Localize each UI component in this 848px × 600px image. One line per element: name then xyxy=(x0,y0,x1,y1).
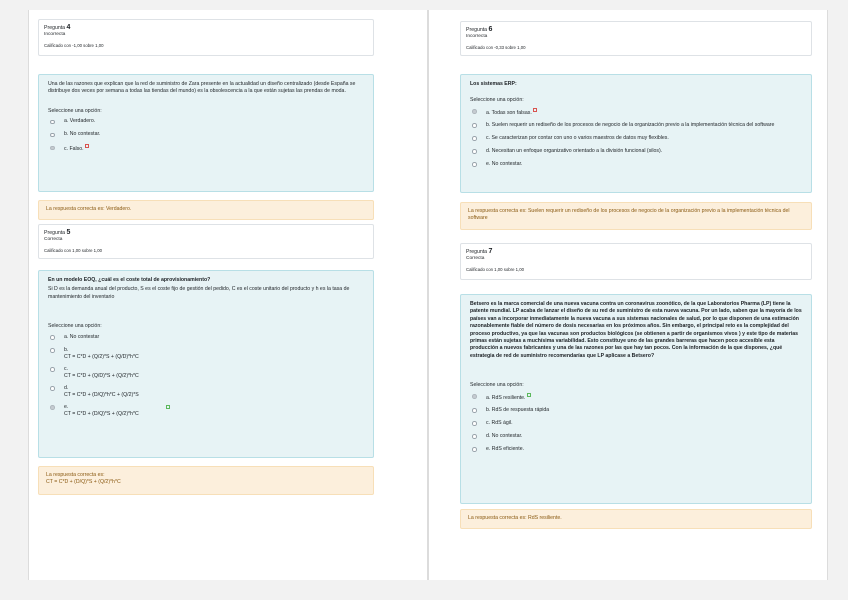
option-label: d. xyxy=(64,384,69,391)
question-4-content xyxy=(38,74,374,192)
question-label: Pregunta xyxy=(466,249,488,255)
radio-button[interactable] xyxy=(50,133,55,138)
incorrect-icon xyxy=(533,108,537,112)
question-label: Pregunta xyxy=(466,27,488,33)
question-4-info xyxy=(38,19,374,56)
option-e[interactable] xyxy=(470,161,802,169)
option-b[interactable] xyxy=(48,131,364,139)
radio-button[interactable] xyxy=(472,162,477,167)
radio-button-checked[interactable] xyxy=(50,146,55,151)
page-right xyxy=(428,10,828,580)
option-label: b. xyxy=(64,346,69,353)
question-7-feedback xyxy=(460,509,812,529)
radio-button[interactable] xyxy=(50,335,55,340)
question-label: Pregunta xyxy=(44,25,66,31)
option-label: c. xyxy=(64,365,69,372)
radio-button[interactable] xyxy=(472,408,477,413)
question-6-content xyxy=(460,74,812,193)
option-list xyxy=(470,108,802,169)
option-label: c. Se caracterizan por contar con uno o varios maestros de datos muy flexibles. xyxy=(486,134,669,141)
question-number: 4 xyxy=(66,24,71,31)
option-prompt: Seleccione una opción: xyxy=(48,107,102,114)
option-label: e. RdS eficiente. xyxy=(486,445,525,452)
question-7-info xyxy=(460,243,812,280)
option-label: d. Necesitan un enfoque organizativo orientado a la división funcional (silos). xyxy=(486,147,663,154)
option-e[interactable] xyxy=(48,404,364,418)
option-list xyxy=(48,334,364,418)
option-label: b. No contestar. xyxy=(64,131,101,138)
radio-button[interactable] xyxy=(472,149,477,154)
option-prompt: Seleccione una opción: xyxy=(470,382,524,389)
option-label: a. Todas son falsas. xyxy=(486,109,532,116)
radio-button[interactable] xyxy=(50,348,55,353)
option-formula: CT = C*D + (D/Q)*h*C + (Q/2)*S xyxy=(64,391,139,398)
question-title: En un modelo EOQ, ¿cuál es el coste total de aprovisionamiento? xyxy=(48,277,211,283)
question-5-feedback xyxy=(38,466,374,495)
question-text: Una de las razones que explican que la red de suministro de Zara presente en la actualidad un diseño centralizado (desde España se distribuye dos veces por semana a todas las tiendas del mundo) es la obsolescencia a la que están sujetas las prendas de moda. xyxy=(48,81,356,95)
question-title: Los sistemas ERP: xyxy=(470,81,517,87)
option-a[interactable] xyxy=(48,118,364,126)
correct-answer: La respuesta correcta es: Verdadero. xyxy=(46,206,132,212)
option-label: d. No contestar. xyxy=(486,432,523,439)
question-grade: Calificado con 1,00 sobre 1,00 xyxy=(466,267,525,272)
option-formula: CT = C*D + (Q/2)*S + (Q/D)*h*C xyxy=(64,353,139,360)
option-d[interactable] xyxy=(48,385,364,399)
question-state: Incorrecta xyxy=(44,32,66,37)
question-4-feedback xyxy=(38,200,374,220)
question-state: Correcta xyxy=(466,256,485,261)
option-label: a. Verdadero. xyxy=(64,118,96,125)
correct-icon xyxy=(527,393,531,397)
question-6-info xyxy=(460,21,812,56)
option-label: a. No contestar xyxy=(64,333,100,340)
option-label: b. Suelen requerir un rediseño de los procesos de negocio de la organización previo a la implementación técnica del software xyxy=(486,121,775,128)
question-7-content xyxy=(460,294,812,504)
correct-answer: La respuesta correcta es: Suelen requerir un rediseño de los procesos de negocio de la organización previo a la implementación técnica del software xyxy=(468,208,790,221)
option-label: a. RdS resiliente. xyxy=(486,394,526,401)
radio-button[interactable] xyxy=(50,367,55,372)
option-label: c. Falso. xyxy=(64,146,84,153)
page-left xyxy=(28,10,428,580)
option-a[interactable] xyxy=(470,108,802,117)
question-number: 6 xyxy=(488,26,493,33)
radio-button[interactable] xyxy=(472,136,477,141)
option-label: e. No contestar. xyxy=(486,160,523,167)
radio-button-checked[interactable] xyxy=(472,394,477,399)
question-grade: Calificado con -0,33 sobre 1,00 xyxy=(466,45,526,50)
option-b[interactable] xyxy=(470,122,802,130)
correct-answer-label: La respuesta correcta es: xyxy=(46,472,105,478)
option-formula: CT = C*D + (D/Q)*S + (Q/2)*h*C xyxy=(64,410,139,417)
radio-button[interactable] xyxy=(472,123,477,128)
option-list xyxy=(470,393,802,454)
incorrect-icon xyxy=(85,144,89,148)
question-5-content xyxy=(38,270,374,458)
question-label: Pregunta xyxy=(44,230,66,236)
correct-icon xyxy=(166,405,170,409)
question-grade: Calificado con 1,00 sobre 1,00 xyxy=(44,248,103,253)
question-state: Incorrecta xyxy=(466,34,488,39)
question-grade: Calificado con -1,00 sobre 1,00 xyxy=(44,43,104,48)
question-6-feedback xyxy=(460,202,812,230)
option-c[interactable] xyxy=(470,135,802,143)
radio-button-checked[interactable] xyxy=(472,109,477,114)
option-b[interactable] xyxy=(470,407,802,415)
option-c[interactable] xyxy=(470,420,802,428)
option-c[interactable] xyxy=(48,144,364,153)
option-label: b. RdS de respuesta rápida xyxy=(486,406,550,413)
option-label: c. RdS ágil. xyxy=(486,419,513,426)
correct-answer: La respuesta correcta es: RdS resiliente. xyxy=(468,515,562,521)
question-state: Correcta xyxy=(44,237,63,242)
option-c[interactable] xyxy=(48,366,364,380)
radio-button[interactable] xyxy=(50,386,55,391)
option-d[interactable] xyxy=(470,433,802,441)
option-prompt: Seleccione una opción: xyxy=(48,323,102,330)
question-number: 5 xyxy=(66,229,71,236)
option-list xyxy=(48,118,364,153)
option-label: e. xyxy=(64,403,69,410)
radio-button[interactable] xyxy=(472,434,477,439)
correct-answer: CT = C*D + (D/Q)*S + (Q/2)*h*C xyxy=(46,479,121,485)
question-text: Si D es la demanda anual del producto, S es el coste fijo de gestión del pedido, C es el coste unitario del producto y h es la tasa de mantenimiento del inventario xyxy=(48,286,350,300)
option-prompt: Seleccione una opción: xyxy=(470,97,524,104)
radio-button[interactable] xyxy=(472,447,477,452)
radio-button[interactable] xyxy=(50,120,55,125)
radio-button-checked[interactable] xyxy=(50,405,55,410)
option-e[interactable] xyxy=(470,446,802,454)
option-b[interactable] xyxy=(48,347,364,361)
radio-button[interactable] xyxy=(472,421,477,426)
question-text: Betsero es la marca comercial de una nueva vacuna contra un coronavirus zoonótico, de la que Laboratorios Pharma (LP) tiene la patente mundial. LP acaba de lanzar el diseño de su red de suministro de esta nueva vacuna. Por un lado, saben que la mayoría de los países van a incorporar inmediatamente la nueva vacuna a sus sistemas nacionales de salud, por lo que disponen de una estimación razonablemente fiable del número de dosis necesarias en los próximos años. Sin embargo, el principal reto es la complejidad del proceso productivo, ya que las vacunas son productos biológicos (se obtienen a partir de organismos vivos ) y este tipo de materias primas están sujetas a muchísima variabilidad. Esto constituye uno de las grandes barreras que hacen poco accesible esta producción a nuevos fabricantes y una de las razones por las que hay tan pocos. Con la información de la que dispones, ¿qué estrategia de red de suministro recomendarías que LP aplicase a Betsero? xyxy=(470,301,802,359)
option-d[interactable] xyxy=(470,148,802,156)
option-a[interactable] xyxy=(48,334,364,342)
option-a[interactable] xyxy=(470,393,802,402)
option-formula: CT = C*D + (Q/D)*S + (Q/2)*h*C xyxy=(64,372,139,379)
question-5-info xyxy=(38,224,374,259)
question-number: 7 xyxy=(488,248,493,255)
